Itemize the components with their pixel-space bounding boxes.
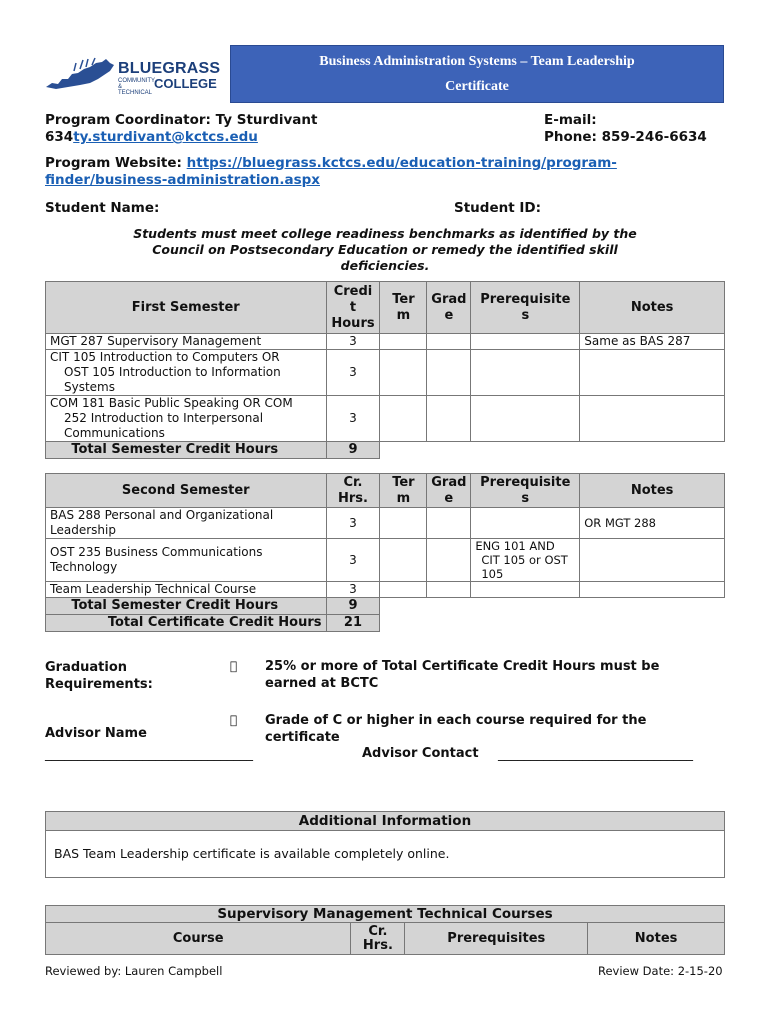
prereq-cell bbox=[471, 334, 580, 350]
coordinator-email-link[interactable]: ty.sturdivant@kctcs.edu bbox=[73, 129, 258, 145]
term-header: Ter m bbox=[380, 282, 427, 334]
advisor-contact-label: Advisor Contact bbox=[362, 746, 479, 761]
review-date: Review Date: 2-15-20 bbox=[598, 964, 723, 978]
requirement-2: Grade of C or higher in each course required for the certificate bbox=[265, 713, 647, 745]
check-bullet-icon bbox=[230, 713, 237, 727]
term-cell[interactable] bbox=[380, 508, 427, 539]
term-cell[interactable] bbox=[380, 334, 427, 350]
notes-cell: Same as BAS 287 bbox=[580, 334, 725, 350]
course-cell: BAS 288 Personal and Organizational Leadership bbox=[46, 508, 327, 539]
logo-subtitle: COMMUNITY & TECHNICAL bbox=[118, 78, 155, 96]
first-semester-header: First Semester bbox=[46, 282, 327, 334]
prereq-cell: ENG 101 AND CIT 105 or OST 105 bbox=[471, 539, 580, 582]
prerequisites-header: Prerequisites bbox=[405, 923, 588, 955]
advisor-name-label: Advisor Name bbox=[45, 726, 147, 741]
advisor-name-line[interactable]: ________________________________ bbox=[45, 747, 253, 762]
table-row bbox=[46, 508, 725, 539]
grade-cell[interactable] bbox=[427, 508, 471, 539]
credit-cell: 3 bbox=[326, 350, 380, 396]
check-bullet-icon bbox=[230, 659, 237, 673]
notes-cell bbox=[580, 539, 725, 582]
total-label: Total Semester Credit Hours bbox=[46, 442, 327, 459]
credit-cell: 3 bbox=[326, 582, 380, 598]
requirement-1: 25% or more of Total Certificate Credit Hours must be earned at BCTC bbox=[265, 659, 660, 691]
notes-header: Notes bbox=[588, 923, 725, 955]
email-prefix: 634 bbox=[45, 129, 74, 145]
term-cell[interactable] bbox=[380, 582, 427, 598]
logo-name: BLUEGRASS bbox=[118, 60, 221, 77]
additional-information-box bbox=[45, 811, 725, 878]
certificate-total-row bbox=[46, 615, 725, 632]
additional-information-header: Additional Information bbox=[46, 812, 724, 831]
coordinator-email-line bbox=[45, 129, 258, 146]
table-row bbox=[46, 350, 725, 396]
credit-hours-header: Credi t Hours bbox=[326, 282, 380, 334]
prereq-cell bbox=[471, 350, 580, 396]
table-row bbox=[46, 396, 725, 442]
table-row bbox=[46, 539, 725, 582]
email-label: E-mail: bbox=[544, 112, 597, 128]
notes-header: Notes bbox=[580, 282, 725, 334]
website-link[interactable]: https://bluegrass.kctcs.edu/education-training/program- finder/business-administration.aspx bbox=[45, 155, 617, 188]
notes-cell bbox=[580, 582, 725, 598]
student-name-label: Student Name: bbox=[45, 200, 160, 216]
semester-total-row bbox=[46, 598, 725, 615]
second-semester-header: Second Semester bbox=[46, 474, 327, 508]
program-coordinator: Program Coordinator: Ty Sturdivant bbox=[45, 112, 318, 128]
technical-courses-header: Supervisory Management Technical Courses bbox=[46, 906, 725, 923]
course-cell: CIT 105 Introduction to Computers OR OST 105 Introduction to Information Systems bbox=[46, 350, 327, 396]
notes-cell: OR MGT 288 bbox=[580, 508, 725, 539]
notes-cell bbox=[580, 350, 725, 396]
second-semester-table bbox=[45, 473, 725, 632]
grade-cell[interactable] bbox=[427, 582, 471, 598]
credit-hours-header: Cr. Hrs. bbox=[326, 474, 380, 508]
total-value: 9 bbox=[326, 598, 380, 615]
title-line-1: Business Administration Systems – Team Leadership bbox=[319, 54, 635, 69]
course-cell: OST 235 Business Communications Technology bbox=[46, 539, 327, 582]
course-cell: MGT 287 Supervisory Management bbox=[46, 334, 327, 350]
table-row bbox=[46, 582, 725, 598]
total-label: Total Semester Credit Hours bbox=[46, 598, 327, 615]
credit-cell: 3 bbox=[326, 508, 380, 539]
prerequisites-header: Prerequisite s bbox=[471, 474, 580, 508]
phone: Phone: 859-246-6634 bbox=[544, 129, 707, 145]
course-cell: Team Leadership Technical Course bbox=[46, 582, 327, 598]
kentucky-map-icon bbox=[44, 57, 116, 91]
table-row bbox=[46, 334, 725, 350]
course-cell: COM 181 Basic Public Speaking OR COM 252 Introduction to Interpersonal Communications bbox=[46, 396, 327, 442]
notes-header: Notes bbox=[580, 474, 725, 508]
college-logo bbox=[44, 55, 221, 96]
term-cell[interactable] bbox=[380, 396, 427, 442]
additional-information-text: BAS Team Leadership certificate is available completely online. bbox=[54, 846, 450, 861]
term-header: Ter m bbox=[380, 474, 427, 508]
course-header: Course bbox=[46, 923, 351, 955]
grade-cell[interactable] bbox=[427, 396, 471, 442]
prereq-cell bbox=[471, 508, 580, 539]
notes-cell bbox=[580, 396, 725, 442]
credit-cell: 3 bbox=[326, 539, 380, 582]
prerequisites-header: Prerequisite s bbox=[471, 282, 580, 334]
grade-cell[interactable] bbox=[427, 334, 471, 350]
grade-header: Grad e bbox=[427, 474, 471, 508]
title-line-2: Certificate bbox=[445, 79, 509, 94]
total-value: 9 bbox=[326, 442, 380, 459]
prereq-cell bbox=[471, 582, 580, 598]
readiness-notice: Students must meet college readiness benchmarks as identified by the Council on Postsecondary Education or remedy the identified skill deficiencies. bbox=[133, 226, 637, 273]
semester-total-row bbox=[46, 442, 725, 459]
program-website bbox=[45, 155, 725, 189]
grade-cell[interactable] bbox=[427, 350, 471, 396]
logo-college: COLLEGE bbox=[154, 76, 217, 91]
technical-courses-table bbox=[45, 905, 725, 955]
website-label: Program Website: bbox=[45, 155, 182, 171]
credit-cell: 3 bbox=[326, 396, 380, 442]
grade-header: Grad e bbox=[427, 282, 471, 334]
graduation-label: Graduation Requirements: bbox=[45, 660, 153, 692]
advisor-contact-line[interactable]: ______________________________ bbox=[498, 747, 693, 762]
grade-cell[interactable] bbox=[427, 539, 471, 582]
certificate-total-label: Total Certificate Credit Hours bbox=[46, 615, 327, 632]
credit-hours-header: Cr. Hrs. bbox=[351, 923, 405, 955]
title-banner bbox=[230, 45, 724, 103]
term-cell[interactable] bbox=[380, 539, 427, 582]
student-id-label: Student ID: bbox=[454, 200, 541, 216]
credit-cell: 3 bbox=[326, 334, 380, 350]
certificate-total-value: 21 bbox=[326, 615, 380, 632]
reviewed-by: Reviewed by: Lauren Campbell bbox=[45, 964, 223, 978]
prereq-cell bbox=[471, 396, 580, 442]
term-cell[interactable] bbox=[380, 350, 427, 396]
first-semester-table bbox=[45, 281, 725, 459]
